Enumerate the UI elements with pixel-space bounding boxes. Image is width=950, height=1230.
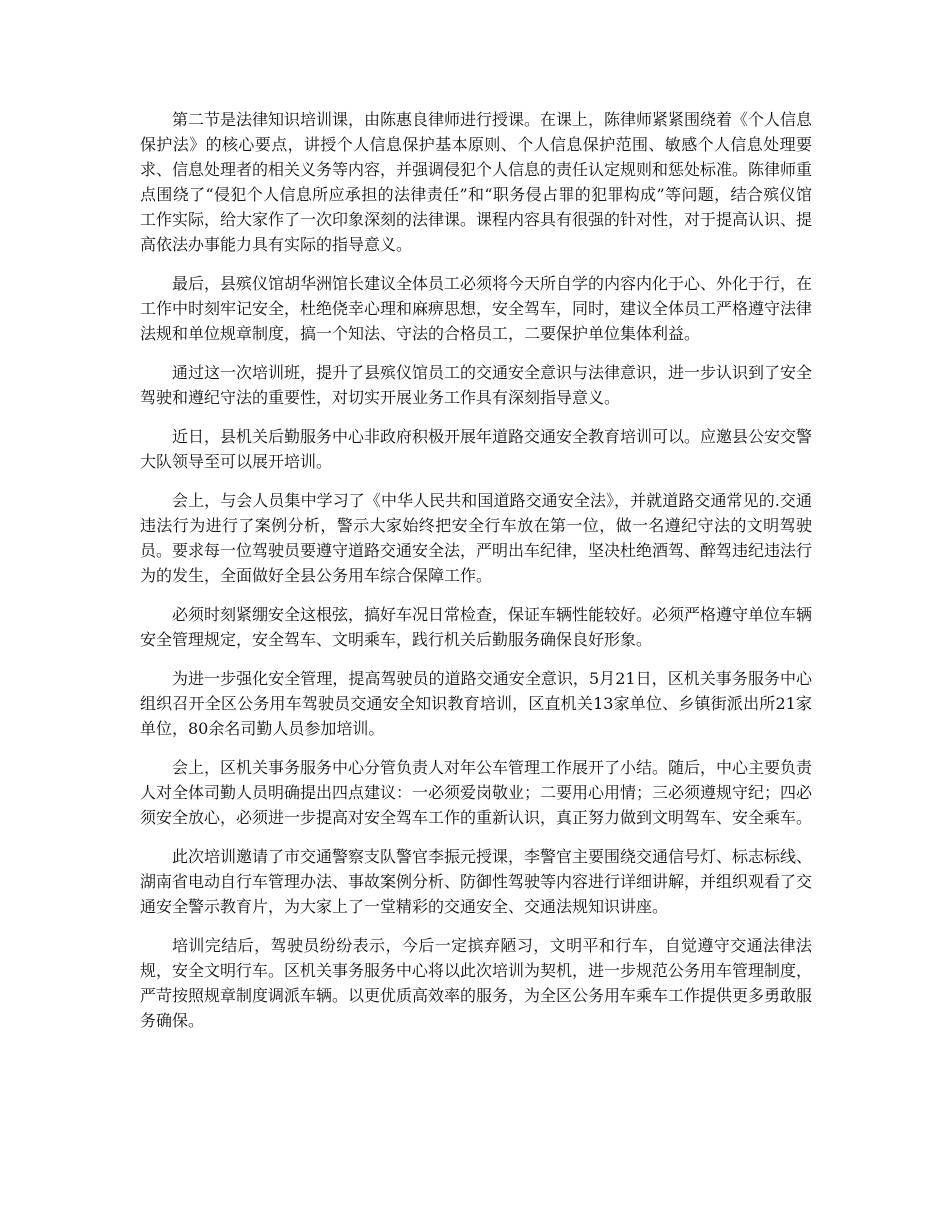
document-body — [140, 107, 812, 1047]
paragraph-summary-meeting: 会上，区机关事务服务中心分管负责人对年公车管理工作展开了小结。随后，中心主要负责人对全体司勤人员明确提出四点建议：一必须爱岗敬业；二要用心用情；三必须遵规守纪；四必须安全放心，必须进一步提高对安全驾车工作的重新认识，真正努力做到文明驾车、安全乘车。 — [140, 758, 813, 827]
paragraph-director-advice: 最后，县殡仪馆胡华洲馆长建议全体员工必须将今天所自学的内容内化于心、外化于行，在工作中时刻牢记安全，杜绝侥幸心理和麻痹思想，安全驾车，同时，建议全体员工严格遵守法律法规和单位规章制度，搞一个知法、守法的合格员工，二要保护单位集体利益。 — [140, 274, 813, 343]
paragraph-traffic-law-study: 会上，与会人员集中学习了《中华人民共和国道路交通安全法》，并就道路交通常见的.交通违法行为进行了案例分析，警示大家始终把安全行车放在第一位，做一名遵纪守法的文明驾驶员。要求每一位驾驶员要遵守道路交通安全法，严明出车纪律，坚决杜绝酒驾、醉驾违纪违法行为的发生，全面做好全县公务用车综合保障工作。 — [140, 491, 813, 585]
paragraph-safety-check: 必须时刻紧绷安全这根弦，搞好车况日常检查，保证车辆性能较好。必须严格遵守单位车辆安全管理规定，安全驾车、文明乘车，践行机关后勤服务确保良好形象。 — [140, 605, 813, 649]
paragraph-conclusion: 培训完结后，驾驶员纷纷表示，今后一定摈弃陋习，文明平和行车，自觉遵守交通法律法规，安全文明行车。区机关事务服务中心将以此次培训为契机，进一步规范公务用车管理制度，严苛按照规章制度调派车辆。以更优质高效率的服务，为全区公务用车乘车工作提供更多勇敢服务确保。 — [140, 936, 813, 1030]
paragraph-driver-training: 为进一步强化安全管理，提高驾驶员的道路交通安全意识，5月21日，区机关事务服务中心组织召开全区公务用车驾驶员交通安全知识教育培训，区直机关13家单位、乡镇街派出所21家单位，80余名司勤人员参加培训。 — [140, 669, 812, 738]
paragraph-law-training: 第二节是法律知识培训课，由陈惠良律师进行授课。在课上，陈律师紧紧围绕着《个人信息保护法》的核心要点，讲授个人信息保护基本原则、个人信息保护范围、敏感个人信息处理要求、信息处理者的相关义务等内容，并强调侵犯个人信息的责任认定规则和惩处标准。陈律师重点围绕了“侵犯个人信息所应承担的法律责任”和“职务侵占罪的犯罪构成”等问题，结合殡仪馆工作实际，给大家作了一次印象深刻的法律课。课程内容具有很强的针对性，对于提高认识、提高依法办事能力具有实际的指导意义。 — [140, 110, 813, 254]
paragraph-lecture: 此次培训邀请了市交通警察支队警官李振元授课，李警官主要围绕交通信号灯、标志标线、湖南省电动自行车管理办法、事故案例分析、防御性驾驶等内容进行详细讲解，并组织观看了交通安全警示教育片，为大家上了一堂精彩的交通安全、交通法规知识讲座。 — [140, 847, 813, 916]
paragraph-logistics-center: 近日，县机关后勤服务中心非政府积极开展年道路交通安全教育培训可以。应邀县公安交警大队领导至可以展开培训。 — [140, 427, 813, 471]
paragraph-training-outcome: 通过这一次培训班，提升了县殡仪馆员工的交通安全意识与法律意识，进一步认识到了安全驾驶和遵纪守法的重要性，对切实开展业务工作具有深刻指导意义。 — [140, 363, 813, 407]
